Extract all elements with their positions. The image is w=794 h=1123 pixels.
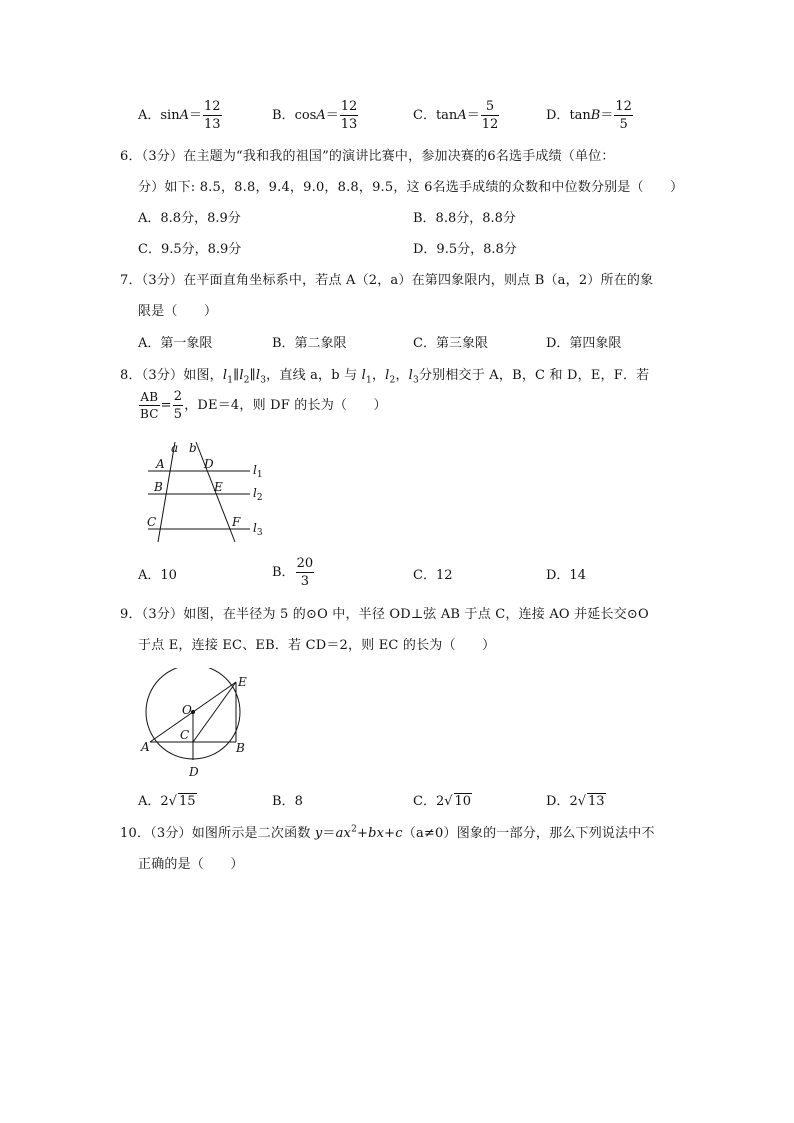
l: l xyxy=(361,368,367,383)
label-C: C xyxy=(147,515,157,529)
label-B: B xyxy=(154,480,163,494)
eq: ＝ xyxy=(325,108,339,123)
l: l xyxy=(253,521,257,535)
var-y: y xyxy=(314,826,323,841)
var: B xyxy=(590,108,601,123)
option-label: B． xyxy=(272,794,295,809)
q9-stem-line1: 9．（3分）如图，在半径为 5 的⊙O 中，半径 OD⊥弦 AB 于点 C，连接 AO 并延长交⊙O xyxy=(120,607,649,622)
numerator: 12 xyxy=(204,99,221,114)
line-ec xyxy=(193,682,236,742)
option-label: C． xyxy=(413,108,436,123)
q9-option-a xyxy=(138,790,197,809)
var: A xyxy=(457,108,467,123)
q8-option-d: D．14 xyxy=(546,568,586,583)
option-label: C． xyxy=(413,794,436,809)
fn: cos xyxy=(294,108,317,123)
option-label: D． xyxy=(546,794,570,809)
option-label: D． xyxy=(546,108,570,123)
var: A xyxy=(316,108,326,123)
value: 8 xyxy=(294,794,303,809)
parallel: ∥ xyxy=(233,368,240,383)
q6-stem-line1: 6．（3分）在主题为“我和我的祖国”的演讲比赛中，参加决赛的6名选手成绩（单位： xyxy=(120,149,615,164)
q8-figure xyxy=(138,438,278,548)
q6-option-a: A．8.8分，8.9分 xyxy=(138,211,241,226)
exponent: 2 xyxy=(351,824,358,835)
denominator: 3 xyxy=(300,574,309,589)
term-ax: ax xyxy=(335,826,352,841)
label-E: E xyxy=(214,480,223,494)
label-D: D xyxy=(204,457,214,471)
sub: 3 xyxy=(260,375,267,386)
sep: ， xyxy=(371,368,386,383)
option-label: A． xyxy=(138,794,161,809)
text: ，DE＝4，则 DF 的长为（ ） xyxy=(184,398,387,413)
denominator: 12 xyxy=(481,117,499,132)
q7-option-a: A．第一象限 xyxy=(138,336,213,351)
q8-stem-line2 xyxy=(138,390,387,421)
q5-option-d xyxy=(546,100,634,131)
coefficient: 2 xyxy=(569,794,578,809)
radicand: 13 xyxy=(588,794,605,809)
coefficient: 2 xyxy=(435,794,445,809)
eq: ＝ xyxy=(322,826,336,841)
denominator: 5 xyxy=(619,117,628,132)
q8-option-c: C．12 xyxy=(413,568,453,583)
q6-option-c: C．9.5分，8.9分 xyxy=(138,242,242,257)
label-E: E xyxy=(238,675,247,689)
sep: ， xyxy=(395,368,409,383)
numerator: 12 xyxy=(615,99,632,114)
sub: 1 xyxy=(366,375,372,386)
fn: tan xyxy=(569,108,591,123)
l: l xyxy=(253,463,257,477)
radicand: 10 xyxy=(454,794,472,809)
q9-option-b xyxy=(272,790,303,809)
label-O: O xyxy=(182,703,192,717)
q5-option-b xyxy=(272,100,359,131)
q10-stem-line1 xyxy=(120,822,655,841)
fraction xyxy=(340,100,359,131)
l: l xyxy=(239,368,244,383)
q9-stem-line2: 于点 E，连接 EC、EB．若 CD＝2，则 EC 的长为（ ） xyxy=(138,638,496,653)
fraction xyxy=(203,100,222,131)
eq: ＝ xyxy=(600,108,614,123)
label-F: F xyxy=(232,515,241,529)
denominator: 5 xyxy=(173,407,183,422)
option-label: A． xyxy=(138,108,161,123)
q7-option-d: D．第四象限 xyxy=(546,336,622,351)
label-a: a xyxy=(171,441,179,455)
label-b: b xyxy=(189,441,197,455)
label-l3 xyxy=(253,521,263,538)
q7-option-b: B．第二象限 xyxy=(272,336,347,351)
ratio-fraction xyxy=(139,391,160,420)
sub: 3 xyxy=(256,528,263,538)
eq: ＝ xyxy=(466,108,480,123)
fraction xyxy=(614,100,633,131)
q8-option-a: A．10 xyxy=(138,568,177,583)
label-B: B xyxy=(236,741,245,755)
numerator: 12 xyxy=(340,99,358,114)
term-rest: +bx+c xyxy=(357,826,403,841)
q7-stem-line2: 限是（ ） xyxy=(138,304,218,319)
q7-option-c: C．第三象限 xyxy=(413,336,488,351)
l: l xyxy=(255,368,261,383)
text: 分别相交于 A，B，C 和 D，E，F．若 xyxy=(418,368,650,383)
sub: 1 xyxy=(227,375,234,386)
denominator: 13 xyxy=(340,117,358,132)
sub: 2 xyxy=(243,375,250,386)
fraction xyxy=(481,100,500,131)
sqrt-sign: √ xyxy=(577,794,587,809)
text: 10．（3分）如图所示是二次函数 xyxy=(120,826,315,841)
label-l2 xyxy=(253,486,263,503)
radicand: 15 xyxy=(178,794,196,809)
denominator: BC xyxy=(140,407,159,421)
l: l xyxy=(253,486,257,500)
var: A xyxy=(179,108,189,123)
sqrt-sign: √ xyxy=(168,794,177,809)
l: l xyxy=(408,368,414,383)
fn: sin xyxy=(160,108,180,123)
q9-option-c xyxy=(413,790,472,809)
q10-stem-line2: 正确的是（ ） xyxy=(138,857,244,872)
numerator: 20 xyxy=(296,556,314,571)
q7-stem-line1: 7．（3分）在平面直角坐标系中，若点 A（2，a）在第四象限内，则点 B（a，2）所在的象 xyxy=(120,273,654,288)
text: ，直线 a，b 与 xyxy=(266,368,362,383)
label-C: C xyxy=(180,728,190,742)
denominator: 13 xyxy=(204,117,221,132)
text: 8．（3分）如图， xyxy=(120,368,223,383)
option-label: B． xyxy=(272,108,295,123)
q9-figure xyxy=(138,668,258,783)
sub: 3 xyxy=(413,375,419,386)
sub: 2 xyxy=(256,493,263,503)
text: 图象的一部分，那么下列说法中不 xyxy=(456,826,655,841)
q6-option-d: D．9.5分，8.8分 xyxy=(413,242,517,257)
label-D: D xyxy=(189,765,199,779)
condition: （a≠0） xyxy=(402,826,457,841)
numerator: AB xyxy=(140,390,159,404)
coefficient: 2 xyxy=(160,794,169,809)
fraction xyxy=(296,557,315,588)
numerator: 2 xyxy=(173,389,183,404)
eq: ＝ xyxy=(188,108,202,123)
q8-stem-line1 xyxy=(120,364,649,386)
l: l xyxy=(222,368,228,383)
option-label: B． xyxy=(272,565,295,580)
sqrt-sign: √ xyxy=(444,794,453,809)
l: l xyxy=(385,368,390,383)
parallel: ∥ xyxy=(249,368,256,383)
sub: 2 xyxy=(389,375,396,386)
label-A: A xyxy=(156,457,165,471)
numerator: 5 xyxy=(481,100,500,116)
label-l1 xyxy=(253,463,263,480)
q5-option-c xyxy=(413,100,500,131)
q5-option-a xyxy=(138,100,223,131)
q6-stem-line2: 分）如下: 8.5，8.8，9.4，9.0，8.8，9.5，这 6名选手成绩的众数和中位数分别是（ ） xyxy=(138,180,684,195)
ratio-value xyxy=(173,390,183,421)
label-A: A xyxy=(141,740,150,754)
fn: tan xyxy=(435,108,458,123)
q9-option-d xyxy=(546,790,606,809)
q8-option-b xyxy=(272,557,315,588)
eq: = xyxy=(160,398,172,413)
q6-option-b: B．8.8分，8.8分 xyxy=(413,211,516,226)
sub: 1 xyxy=(256,470,263,480)
